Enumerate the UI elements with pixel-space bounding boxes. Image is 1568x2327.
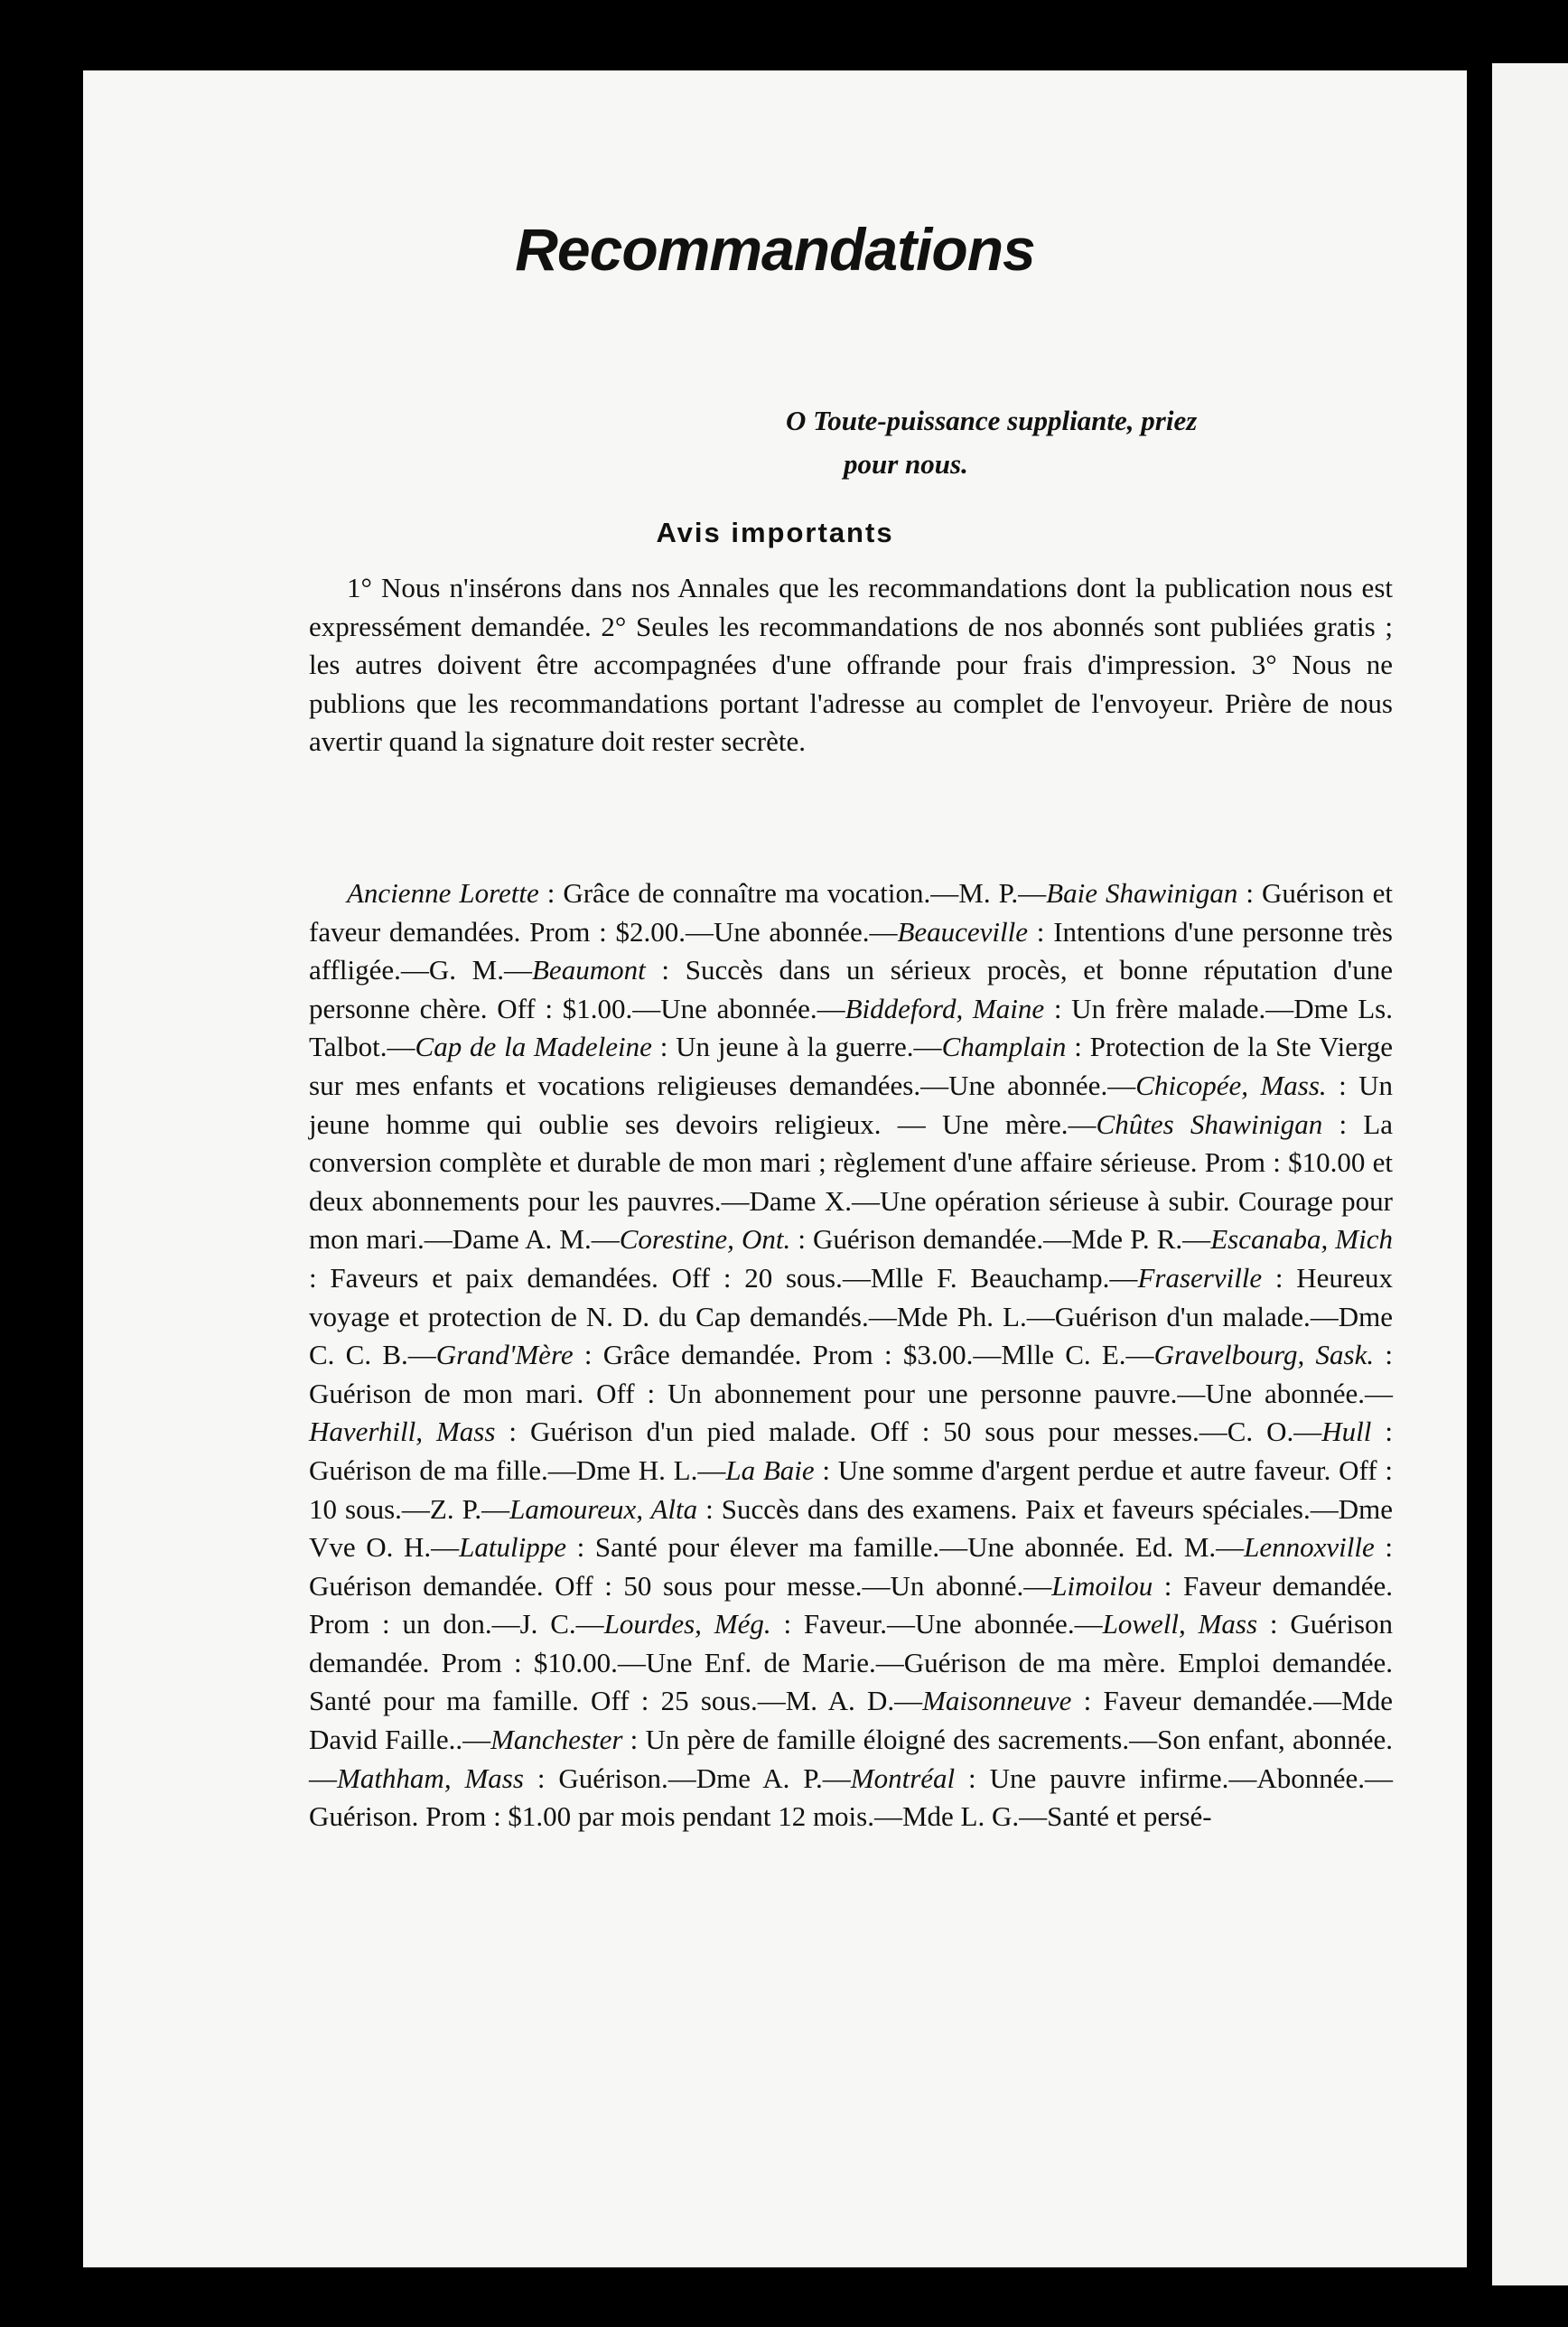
recommendation-text: : Un père de famille éloigné des sacrements.—Son enfant, abonnée.— — [309, 1724, 1393, 1794]
invocation — [786, 399, 1382, 486]
recommendation-place: Latulippe — [459, 1531, 566, 1564]
recommendation-place: Grand'Mère — [435, 1339, 574, 1371]
recommendation-place: Cap de la Madeleine — [415, 1031, 652, 1063]
recommendation-text: : La conversion complète et durable de mon mari ; règlement d'une affaire sérieuse. Prom : $10.00 et deux abonnements pour les pauvres.—Dame X.—Une opération sérieuse à subir. Courage pour mon mari.—Dame A. M.— — [309, 1107, 1393, 1256]
recommendation-place: Gravelbourg, Sask. — [1153, 1339, 1375, 1371]
invocation-line-1: O Toute-puissance suppliante, priez — [786, 405, 1198, 436]
recommendation-place: Chûtes Shawinigan — [1096, 1107, 1323, 1140]
recommendation-text: : Guérison de mon mari. Off : Un abonnement pour une personne pauvre.—Une abonnée.— — [309, 1339, 1394, 1409]
recommendation-place: Limoilou — [1051, 1569, 1153, 1602]
recommendation-text: : Un jeune à la guerre.— — [651, 1031, 942, 1063]
page-title: Recommandations — [515, 216, 1035, 283]
recommendations-paragraph — [309, 874, 1393, 1836]
adjacent-page-edge — [1492, 63, 1568, 2285]
recommendation-place: Escanaba, Mich — [1210, 1223, 1393, 1256]
recommendation-place: Corestine, Ont. — [619, 1223, 791, 1256]
recommendation-text: : Guérison et faveur demandées. Prom : $2.00.—Une abonnée.— — [309, 877, 1394, 948]
document-page — [83, 70, 1467, 2267]
recommendation-place: Manchester — [490, 1724, 623, 1756]
recommendation-place: Lourdes, Még. — [603, 1608, 771, 1640]
recommendation-text: : Guérison de ma fille.—Dme H. L.— — [309, 1416, 1393, 1486]
recommendation-text: : Faveurs et paix demandées. Off : 20 sous.—Mlle F. Beauchamp.— — [309, 1261, 1138, 1294]
recommendation-text: : Protection de la Ste Vierge sur mes enfants et vocations religieuses demandées.—Une abonnée.— — [309, 1031, 1393, 1101]
recommendation-text: : Grâce de connaître ma vocation.—M. P.— — [538, 877, 1047, 909]
recommendation-text: : Heureux voyage et protection de N. D. du Cap demandés.—Mde Ph. L.—Guérison d'un malade.—Dme C. C. B.— — [309, 1261, 1394, 1371]
recommendation-place: Hull — [1321, 1416, 1372, 1448]
recommendation-place: Lowell, Mass — [1102, 1608, 1258, 1640]
recommendation-place: Lamoureux, Alta — [509, 1492, 698, 1525]
recommendation-place: Biddeford, Maine — [845, 992, 1045, 1024]
recommendation-place: Montréal — [850, 1762, 956, 1794]
notice-paragraph: 1° Nous n'insérons dans nos Annales que les recommandations dont la publication nous est expressément demandée. 2° Seules les recommandations de nos abonnés sont publiées gratis ; les autres doivent être accompagnées d'une offrande pour frais d'impression. 3° Nous ne publions que les recommandations portant l'adresse au complet de l'envoyeur. Prière de nous avertir quand la signature doit rester secrète. — [309, 572, 1393, 757]
recommendation-place: Beaumont — [532, 954, 646, 986]
recommendation-text: : Une pauvre infirme.—Abonnée.—Guérison. Prom : $1.00 par mois pendant 12 mois.—Mde L. G.—Santé et persé- — [309, 1762, 1393, 1833]
recommendation-text: : Santé pour élever ma famille.—Une abonnée. Ed. M.— — [566, 1531, 1245, 1564]
recommendation-text: : Faveur demandée.—Mde David Faille..— — [309, 1685, 1394, 1756]
recommendation-place: Fraserville — [1137, 1261, 1263, 1294]
recommendation-text: : Succès dans des examens. Paix et faveurs spéciales.—Dme Vve O. H.— — [309, 1492, 1393, 1564]
recommendation-place: Ancienne Lorette — [347, 877, 539, 909]
recommendation-text: : Guérison d'un pied malade. Off : 50 sous pour messes.—C. O.— — [495, 1416, 1322, 1448]
recommendation-text: : Guérison.—Dme A. P.— — [523, 1762, 851, 1794]
recommendation-text: : Un frère malade.—Dme Ls. Talbot.— — [309, 992, 1393, 1063]
recommendation-text: : Faveur demandée. Prom : un don.—J. C.— — [309, 1569, 1393, 1640]
recommendation-place: Maisonneuve — [922, 1685, 1072, 1717]
recommendation-place: Lennoxville — [1244, 1531, 1375, 1564]
recommendation-text: : Grâce demandée. Prom : $3.00.—Mlle C. E.— — [573, 1339, 1154, 1371]
recommendation-text: : Guérison demandée.—Mde P. R.— — [790, 1223, 1211, 1256]
recommendation-text: : Guérison demandée. Off : 50 sous pour messe.—Un abonné.— — [309, 1531, 1393, 1602]
recommendation-text: : Un jeune homme qui oublie ses devoirs religieux. — Une mère.— — [309, 1069, 1394, 1140]
recommendation-text: : Guérison demandée. Prom : $10.00.—Une Enf. de Marie.—Guérison de ma mère. Emploi demandée. Santé pour ma famille. Off : 25 sous.—M. A. D.— — [309, 1608, 1394, 1717]
recommendation-place: Mathham, Mass — [337, 1762, 524, 1794]
recommendation-place: Beauceville — [897, 915, 1029, 948]
recommendation-place: Baie Shawinigan — [1046, 877, 1238, 909]
recommendation-text: : Intentions d'une personne très affligée.—G. M.— — [309, 915, 1393, 986]
recommendation-text: : Une somme d'argent perdue et autre faveur. Off : 10 sous.—Z. P.— — [309, 1453, 1394, 1525]
recommendation-text: : Faveur.—Une abonnée.— — [770, 1608, 1103, 1640]
invocation-line-2: pour nous. — [844, 448, 968, 480]
recommendation-place: Chicopée, Mass. — [1135, 1069, 1327, 1101]
notice-heading: Avis importants — [656, 517, 894, 548]
recommendation-place: Champlain — [941, 1031, 1067, 1063]
recommendation-place: La Baie — [725, 1453, 815, 1486]
recommendation-place: Haverhill, Mass — [309, 1416, 496, 1448]
recommendation-text: : Succès dans un sérieux procès, et bonne réputation d'une personne chère. Off : $1.00.—Une abonnée.— — [309, 954, 1393, 1024]
